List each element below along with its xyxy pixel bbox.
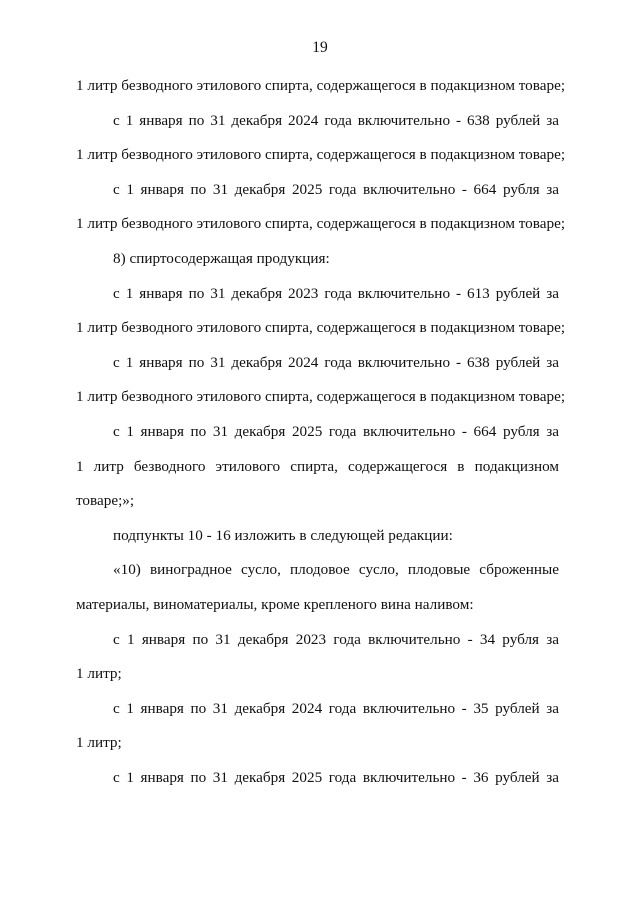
text-line: с 1 января по 31 декабря 2024 года включительно - 35 рублей за: [113, 699, 559, 717]
text-line: материалы, виноматериалы, кроме крепленого вина наливом:: [76, 595, 474, 613]
text-line: 1 литр;: [76, 734, 122, 752]
text-line: 1 литр безводного этилового спирта, содержащегося в подакцизном товаре;: [76, 388, 566, 406]
text-line: товаре;»;: [76, 492, 135, 510]
text-line: с 1 января по 31 декабря 2023 года включительно - 613 рублей за: [113, 284, 559, 302]
document-body: [76, 75, 566, 801]
page-number: 19: [312, 39, 328, 56]
text-line: с 1 января по 31 декабря 2024 года включительно - 638 рублей за: [113, 111, 559, 129]
text-line: 1 литр безводного этилового спирта, содержащегося в подакцизном товаре;: [76, 146, 566, 164]
text-line: с 1 января по 31 декабря 2025 года включительно - 664 рубля за: [113, 422, 559, 440]
text-line: 1 литр безводного этилового спирта, содержащегося в подакцизном: [76, 457, 559, 475]
text-line: 1 литр;: [76, 665, 122, 683]
text-line: с 1 января по 31 декабря 2024 года включительно - 638 рублей за: [113, 353, 559, 371]
text-line: 1 литр безводного этилового спирта, содержащегося в подакцизном товаре;: [76, 215, 566, 233]
text-line: с 1 января по 31 декабря 2023 года включительно - 34 рубля за: [113, 630, 559, 648]
text-line: 1 литр безводного этилового спирта, содержащегося в подакцизном товаре;: [76, 77, 566, 94]
text-line: 8) спиртосодержащая продукция:: [113, 249, 330, 267]
text-line: «10) виноградное сусло, плодовое сусло, плодовые сброженные: [113, 561, 559, 579]
text-line: с 1 января по 31 декабря 2025 года включительно - 36 рублей за: [113, 768, 559, 786]
text-line: 1 литр безводного этилового спирта, содержащегося в подакцизном товаре;: [76, 319, 566, 337]
text-line: подпункты 10 - 16 изложить в следующей редакции:: [113, 526, 453, 544]
text-line: с 1 января по 31 декабря 2025 года включительно - 664 рубля за: [113, 180, 559, 198]
